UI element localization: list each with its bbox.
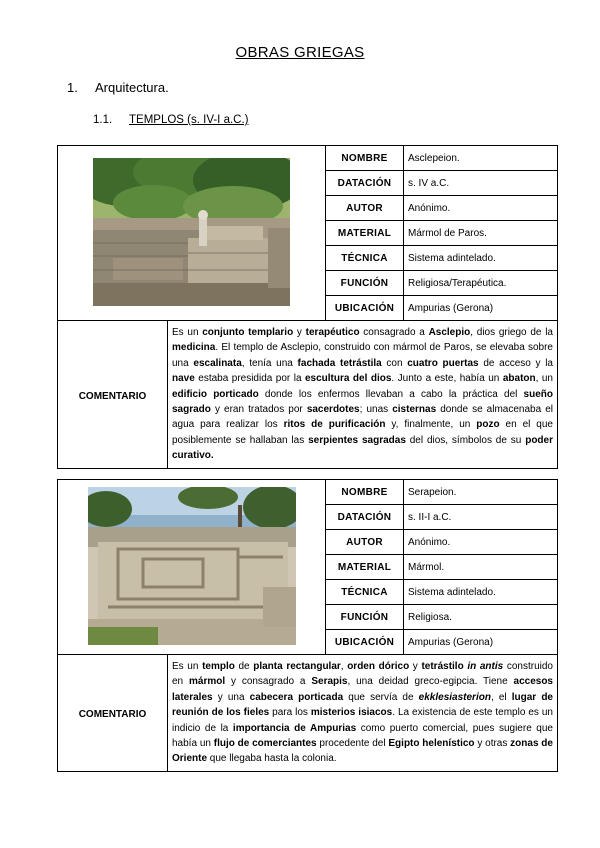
- section-heading: [67, 80, 169, 95]
- label-autor: AUTOR: [326, 196, 404, 221]
- serapeion-comentario: Es un templo de planta rectangular, orden dórico y tetrástilo in antis construido en mármol y consagrado a Serapis, una deidad greco-egipcia. Tiene accesos laterales y una cabecera porticada que servía de ekklesiasterion, el lugar de reunión de los fieles para los misterios isiacos. La existencia de este templo es un indicio de la importancia de Ampurias como puerto comercial, pues sugiere que había un flujo de comerciantes procedente del Egipto helenístico y otras zonas de Oriente que llegaba hasta la colonia.: [168, 655, 558, 772]
- asclepeion-material: Mármol de Paros.: [404, 221, 558, 246]
- serapeion-card: [57, 479, 558, 772]
- asclepeion-card: [57, 145, 558, 469]
- asclepeion-tecnica: Sistema adintelado.: [404, 246, 558, 271]
- label-nombre: NOMBRE: [326, 146, 404, 171]
- label-comentario: COMENTARIO: [58, 655, 168, 772]
- serapeion-ubicacion: Ampurias (Gerona): [404, 630, 558, 655]
- asclepeion-datacion: s. IV a.C.: [404, 171, 558, 196]
- asclepeion-funcion: Religiosa/Terapéutica.: [404, 271, 558, 296]
- serapeion-photo-cell: [58, 480, 326, 655]
- serapeion-autor: Anónimo.: [404, 530, 558, 555]
- label-funcion: FUNCIÓN: [326, 271, 404, 296]
- label-ubicacion: UBICACIÓN: [326, 296, 404, 321]
- label-nombre: NOMBRE: [326, 480, 404, 505]
- asclepeion-photo: [93, 158, 290, 306]
- label-tecnica: TÉCNICA: [326, 580, 404, 605]
- asclepeion-photo-cell: [58, 146, 326, 321]
- label-comentario: COMENTARIO: [58, 321, 168, 469]
- label-datacion: DATACIÓN: [326, 171, 404, 196]
- asclepeion-ubicacion: Ampurias (Gerona): [404, 296, 558, 321]
- subsection-heading: [93, 114, 249, 126]
- section-number: 1.: [67, 80, 78, 95]
- label-datacion: DATACIÓN: [326, 505, 404, 530]
- serapeion-material: Mármol.: [404, 555, 558, 580]
- label-material: MATERIAL: [326, 555, 404, 580]
- document-title: OBRAS GRIEGAS: [235, 44, 365, 61]
- label-tecnica: TÉCNICA: [326, 246, 404, 271]
- asclepeion-nombre: Asclepeion.: [404, 146, 558, 171]
- asclepeion-comentario: Es un conjunto templario y terapéutico consagrado a Asclepio, dios griego de la medicina. El templo de Asclepio, construido con mármol de Paros, se elevaba sobre una escalinata, tenía una fachada tetrástila con cuatro puertas de acceso y la nave estaba presidida por la escultura del dios. Junto a este, había un abaton, un edificio porticado donde los enfermos llevaban a cabo la práctica del sueño sagrado y eran tratados por sacerdotes; unas cisternas donde se almacenaba el agua para realizar los ritos de purificación y, finalmente, un pozo en el que posiblemente se hallaban las serpientes sagradas del dios, símbolos de su poder curativo.: [168, 321, 558, 469]
- serapeion-nombre: Serapeion.: [404, 480, 558, 505]
- label-autor: AUTOR: [326, 530, 404, 555]
- subsection-title: TEMPLOS (s. IV-I a.C.): [129, 114, 249, 126]
- serapeion-tecnica: Sistema adintelado.: [404, 580, 558, 605]
- subsection-number: 1.1.: [93, 114, 113, 126]
- serapeion-photo: [88, 487, 296, 645]
- section-title: Arquitectura.: [95, 80, 169, 95]
- asclepeion-autor: Anónimo.: [404, 196, 558, 221]
- serapeion-datacion: s. II-I a.C.: [404, 505, 558, 530]
- label-ubicacion: UBICACIÓN: [326, 630, 404, 655]
- label-funcion: FUNCIÓN: [326, 605, 404, 630]
- label-material: MATERIAL: [326, 221, 404, 246]
- serapeion-funcion: Religiosa.: [404, 605, 558, 630]
